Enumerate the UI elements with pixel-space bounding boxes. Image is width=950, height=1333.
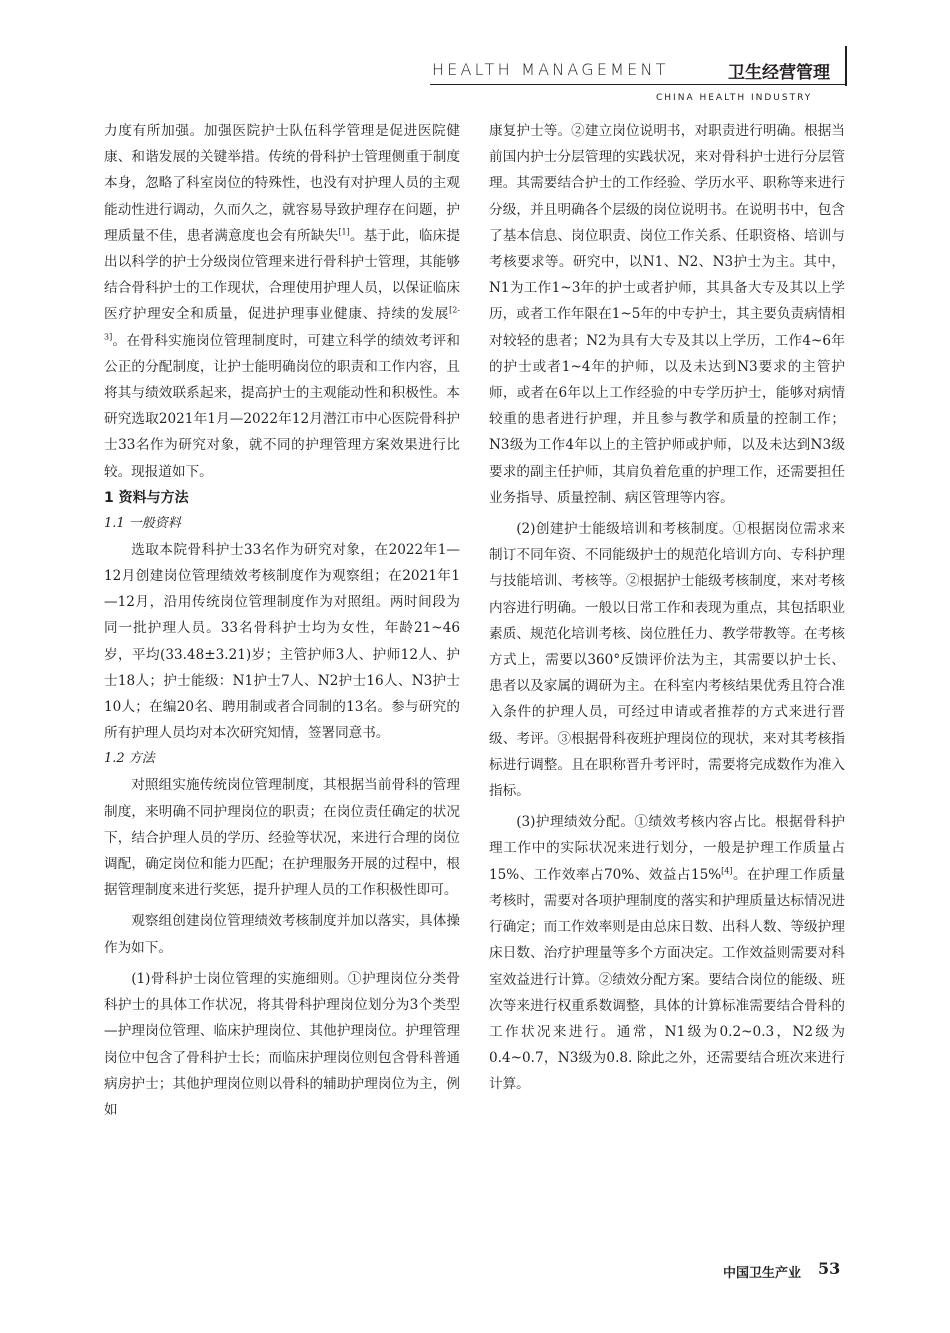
header-rule (430, 84, 845, 85)
header-vertical-rule (845, 46, 847, 86)
footer-journal-name: 中国卫生产业 (723, 1266, 802, 1281)
page-number: 53 (818, 1259, 841, 1278)
citation: [4] (721, 866, 733, 876)
paragraph: (1)骨科护士岗位管理的实施细则。①护理岗位分类骨科护士的具体工作状况，将其骨科护理岗位划分为3个类型—护理岗位管理、临床护理岗位、其他护理岗位。护理管理岗位中包含了骨科护士长；而临床护理岗位则包含骨科普通病房护士；其他护理岗位则以骨科的辅助护理岗位为主，例如 (104, 970, 460, 1118)
paragraph: (3)护理绩效分配。①绩效考核内容占比。根据骨科护理工作中的实际状况来进行划分，一般是护理工作质量占15%、工作效率占70%、效益占15%[4]。在护理工作质量考核时，需要对各项护理制度的落实和护理质量达标情况进行确定；而工作效率则是由总床日数、出科人数、等级护理床日数、治疗护理量等多个方面决定。工作效益则需要对科室效益进行计算。②绩效分配方案。要结合岗位的能级、班次等来进行权重系数调整，具体的计算标准需要结合骨科的工作状况来进行。通常，N1级为0.2~0.3，N2级为0.4~0.7，N3级为0.8. 除此之外，还需要结合班次来进行计算。 (489, 814, 845, 1093)
header-subtitle: CHINA HEALTH INDUSTRY (656, 93, 813, 103)
header-english-title: HEALTH MANAGEMENT (432, 60, 669, 79)
paragraph: (2)创建护士能级培训和考核制度。①根据岗位需求来制订不同年资、不同能级护士的规范化培训方向、专科护理与技能培训、考核等。②根据护士能级考核制度，来对考核内容进行明确。一般以日常工作和表现为重点，其包括职业素质、规范化培训考核、岗位胜任力、教学带教等。在考核方式上，需要以360°反馈评价法为主，其需要以护士长、患者以及家属的调研为主。在科室内考核结果优秀且符合准入条件的护理人员，可经过申请或者推荐的方式来进行晋级、考评。③根据骨科夜班护理岗位的现状，来对其考核指标进行调整。且在职称晋升考评时，需要将完成数作为准入指标。 (489, 521, 845, 800)
paragraph: 对照组实施传统岗位管理制度，其根据当前骨科的管理制度，来明确不同护理岗位的职责；在岗位责任确定的状况下，结合护理人员的学历、经验等状况，来进行合理的岗位调配，确定岗位和能力匹配；在护理服务开展的过程中，根据管理制度来进行奖惩，提升护理人员的工作积极性即可。 (104, 777, 460, 899)
subsection-heading: 1.2 方法 (104, 751, 155, 767)
paragraph: 力度有所加强。加强医院护士队伍科学管理是促进医院健康、和谐发展的关键举措。传统的骨科护士管理侧重于制度本身，忽略了科室岗位的特殊性，也没有对护理人员的主观能动性进行调动，久而久之，就容易导致护理存在问题，护理质量不佳，患者满意度也会有所缺失[1]。基于此，临床提出以科学的护士分级岗位管理来进行骨科护士管理，其能够结合骨科护士的工作现状，合理使用护理人员，以保证临床医疗护理安全和质量，促进护理事业健康、持续的发展[2-3]。在骨科实施岗位管理制度时，可建立科学的绩效考评和公正的分配制度，让护士能明确岗位的职责和工作内容，且将其与绩效联系起来，提高护士的主观能动性和积极性。本研究选取2021年1月—2022年12月潜江市中心医院骨科护士33名作为研究对象，就不同的护理管理方案效果进行比较。现报道如下。 (104, 123, 461, 480)
left-column (104, 118, 460, 1123)
paragraph: 选取本院骨科护士33名作为研究对象，在2022年1—12月创建岗位管理绩效考核制度作为观察组；在2021年1—12月，沿用传统岗位管理制度作为对照组。两时间段为同一批护理人员。33名骨科护士均为女性，年龄21~46岁，平均(33.48±3.21)岁；主管护师3人、护师12人、护士18人；护士能级：N1护士7人、N2护士16人、N3护士10人；在编20名、聘用制或者合同制的13名。参与研究的所有护理人员均对本次研究知情，签署同意书。 (104, 541, 460, 742)
section-heading: 1 资料与方法 (104, 489, 189, 506)
paragraph: 康复护士等。②建立岗位说明书，对职责进行明确。根据当前国内护士分层管理的实践状况，来对骨科护士进行分层管理。其需要结合护士的工作经验、学历水平、职称等来进行分级，并且明确各个层级的岗位说明书。在说明书中，包含了基本信息、岗位职责、岗位工作关系、任职资格、培训与考核要求等。研究中，以N1、N2、N3护士为主。其中，N1为工作1~3年的护士或者护师，其具备大专及其以上学历，或者工作年限在1~5年的中专护士，其主要负责病情相对较轻的患者；N2为具有大专及其以上学历，工作4~6年的护士或者1~4年的护师，以及未达到N3要求的主管护师，或者在6年以上工作经验的中专学历护士，能够对病情较重的患者进行护理，并且参与教学和质量的控制工作；N3级为工作4年以上的主管护师或护师，以及未达到N3级要求的副主任护师，其肩负着危重的护理工作，还需要担任业务指导、质量控制、病区管理等内容。 (489, 123, 845, 506)
paragraph: 观察组创建岗位管理绩效考核制度并加以落实，具体操作为如下。 (104, 913, 460, 956)
header-chinese-title: 卫生经营管理 (728, 63, 830, 83)
right-column (489, 118, 845, 1098)
citation: [1] (338, 227, 350, 237)
citation: [2-3] (104, 305, 460, 342)
subsection-heading: 1.1 一般资料 (104, 515, 181, 531)
